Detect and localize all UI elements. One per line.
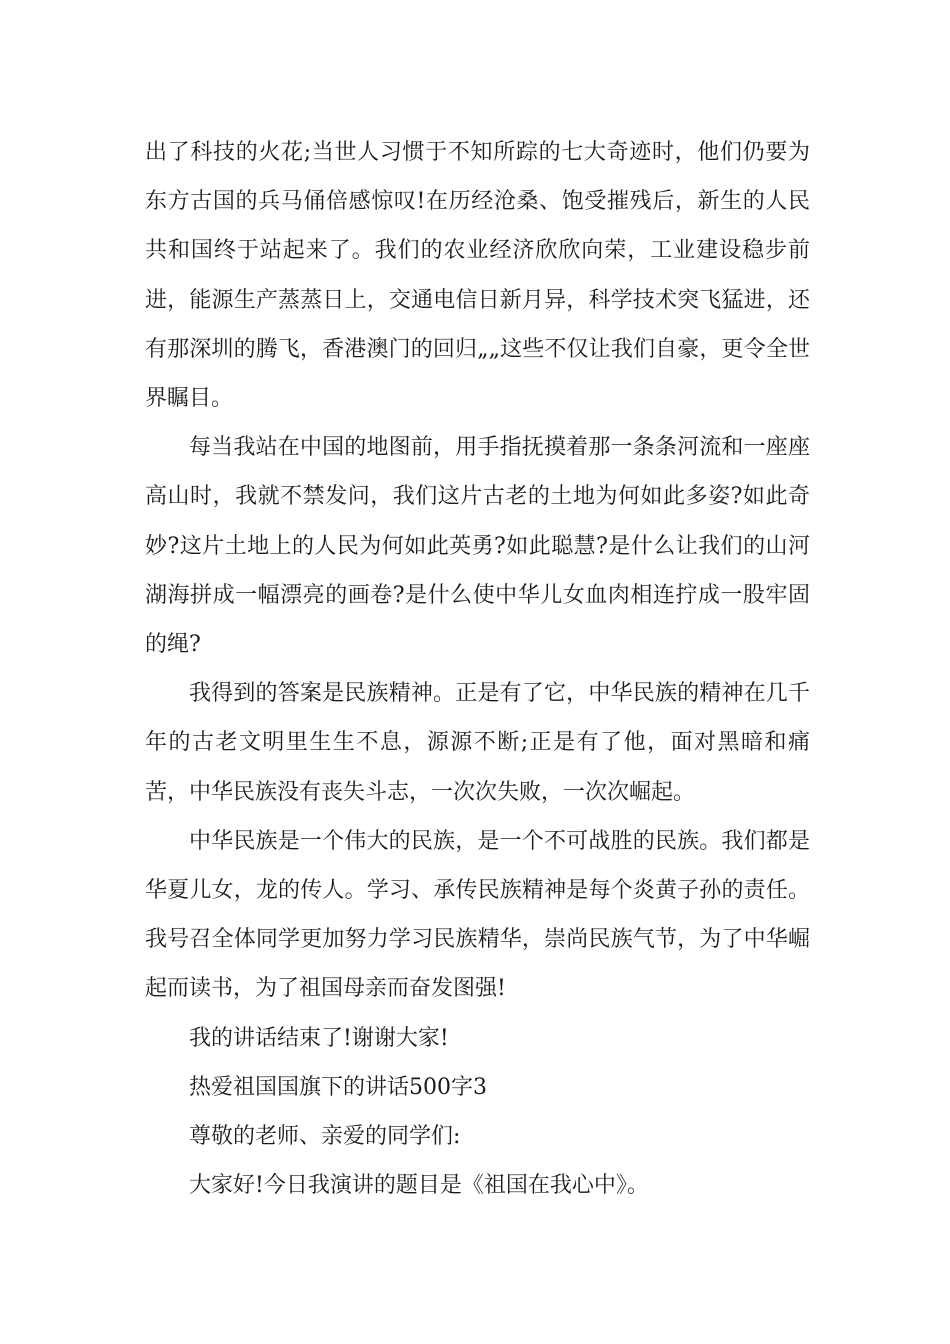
salutation: 尊敬的老师、亲爱的同学们: [189, 1124, 461, 1150]
paragraph-1: 出了科技的火花;当世人习惯于不知所踪的七大奇迹时，他们仍要为东方古国的兵马俑倍感惊叹!在历经沧桑、饱受摧残后，新生的人民共和国终于站起来了。我们的农业经济欣欣向荣，工业建设稳步前进，能源生产蒸蒸日上，交通电信日新月异，科学技术突飞猛进，还有那深圳的腾飞，香港澳门的回归„„这些不仅让我们自豪，更令全世界瞩目。 [145, 140, 810, 412]
paragraph-2: 每当我站在中国的地图前，用手指抚摸着那一条条河流和一座座高山时，我就不禁发问，我们这片古老的土地为何如此多姿?如此奇妙?这片土地上的人民为何如此英勇?如此聪慧?是什么让我们的山河湖海拼成一幅漂亮的画卷?是什么使中华儿女血肉相连拧成一股牢固的绳? [145, 435, 810, 658]
document-body [145, 128, 810, 1210]
opening-line: 大家好!今日我演讲的题目是《祖国在我心中》。 [189, 1173, 649, 1199]
section-heading: 热爱祖国国旗下的讲话500字3 [189, 1074, 487, 1100]
paragraph-4: 中华民族是一个伟大的民族，是一个不可战胜的民族。我们都是华夏儿女，龙的传人。学习、承传民族精神是每个炎黄子孙的责任。我号召全体同学更加努力学习民族精华，崇尚民族气节，为了中华崛起而读书，为了祖国母亲而奋发图强! [145, 828, 810, 1002]
paragraph-3: 我得到的答案是民族精神。正是有了它，中华民族的精神在几千年的古老文明里生生不息，源源不断;正是有了他，面对黑暗和痛苦，中华民族没有丧失斗志，一次次失败，一次次崛起。 [145, 681, 810, 805]
closing-line: 我的讲话结束了!谢谢大家! [189, 1025, 449, 1051]
